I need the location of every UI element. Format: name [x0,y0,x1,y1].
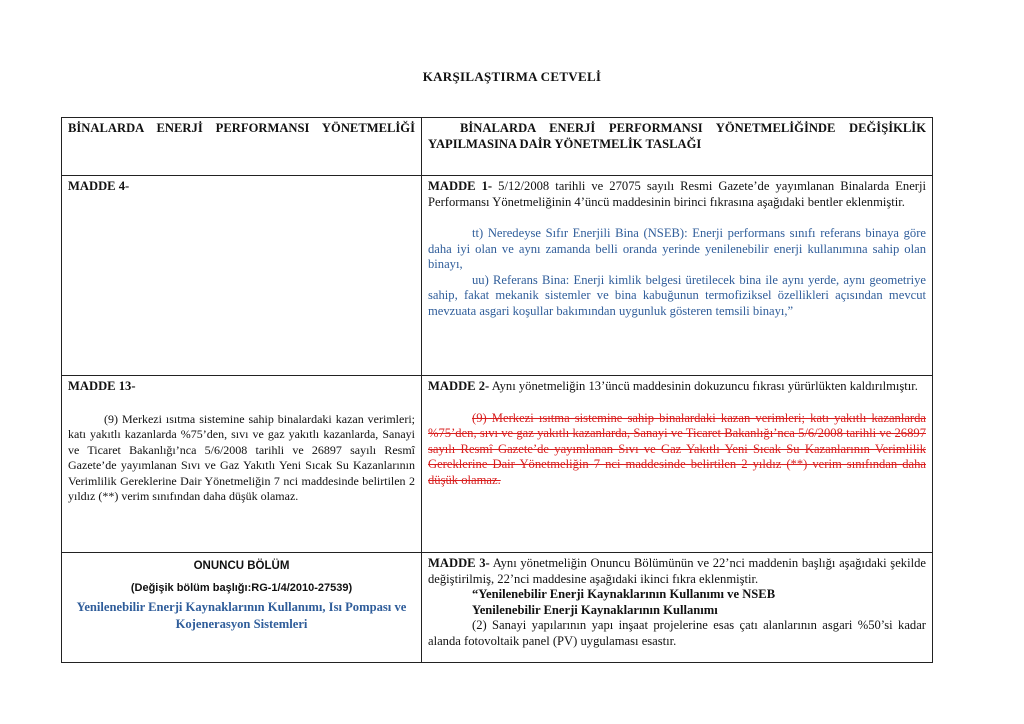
madde4-left-cell [62,176,422,376]
madde3-intro: Aynı yönetmeliğin Onuncu Bölümünün ve 22’nci maddenin başlığı aşağıdaki şekilde değiştirilmiş, 22’nci maddesine aşağıdaki ikinci fıkra eklenmiştir. [428,556,926,586]
section-name: Yenilenebilir Enerji Kaynaklarının Kullanımı, Isı Pompası ve Kojenerasyon Sistemleri [76,600,407,631]
table-row-madde4 [62,176,933,376]
madde13-right-cell [422,376,933,553]
comparison-table [61,117,933,663]
madde1-uu-definition: uu) Referans Bina: Enerji kimlik belgesi üretilecek bina ile aynı yerde, aynı geometriye sahip, fakat mekanik sistemler ve bina kabuğunun termofiziksel özellikleri açısından mevcut mevzuata asgari koşullar bakımından uygunluk gösteren temsili binayı,” [428,272,926,318]
header-left-cell [62,118,422,176]
header-right-text: BİNALARDA ENERJİ PERFORMANSI YÖNETMELİĞİNDE DEĞİŞİKLİK YAPILMASINA DAİR YÖNETMELİK TASLAĞI [428,121,926,151]
table-row-onuncu-bolum [62,553,933,663]
madde4-right-cell [422,176,933,376]
madde3-paragraph-2: (2) Sanayi yapılarının yapı inşaat projelerine esas çatı alanlarının asgari %50’si kadar alanda fotovoltaik panel (PV) uygulaması esastır. [428,618,926,648]
madde1-tt-definition: tt) Neredeyse Sıfır Enerjili Bina (NSEB): Enerji performans sınıfı referans binaya göre daha iyi olan ve aynı zamanda belli oranda yerinde yenilenebilir enerji kullanımına sahip olan binayı, [428,226,926,271]
madde1-label: MADDE 1- [428,179,493,193]
table-header-row [62,118,933,176]
madde13-left-text: (9) Merkezi ısıtma sistemine sahip binalardaki kazan verimleri; katı yakıtlı kazanlarda %75’den, sıvı ve gaz yakıtlı kazanlarda, Sanayi ve Ticaret Bakanlığı’nca 5/6/2008 tarihli ve 26897 sayılı Resmî Gazete’de yayımlanan Sıvı ve Gaz Yakıtlı Yeni Sıcak Su Kazanlarının Verimlilik Gereklerine Dair Yönetmeliğin 7 nci maddesinde belirtilen 2 yıldız (**) verim sınıfından daha düşük olamaz. [68,411,415,503]
table-row-madde13 [62,376,933,553]
madde13-left-label: MADDE 13- [68,379,136,393]
madde2-intro: Aynı yönetmeliğin 13’üncü maddesinin dokuzuncu fıkrası yürürlükten kaldırılmıştır. [491,379,918,393]
onuncu-right-cell [422,553,933,663]
madde3-new-section-heading: “Yenilenebilir Enerji Kaynaklarının Kullanımı ve NSEB [472,587,776,601]
document-title: KARŞILAŞTIRMA CETVELİ [422,69,602,84]
header-left-text: BİNALARDA ENERJİ PERFORMANSI YÖNETMELİĞİ [68,121,415,135]
madde13-left-cell [62,376,422,553]
header-right-cell [422,118,933,176]
section-amendment-note: (Değişik bölüm başlığı:RG-1/4/2010-27539) [130,581,353,594]
madde1-intro: 5/12/2008 tarihli ve 27075 sayılı Resmi Gazete’de yayımlanan Binalarda Enerji Performansı Yönetmeliğinin 4’üncü maddesinin birinci fıkrasına aşağıdaki bentler eklenmiştir. [428,179,926,209]
onuncu-left-cell [62,553,422,663]
madde2-repealed-text: (9) Merkezi ısıtma sistemine sahip binalardaki kazan verimleri; katı yakıtlı kazanlarda %75’den, sıvı ve gaz yakıtlı kazanlarda, Sanayi ve Ticaret Bakanlığı’nca 5/6/2008 tarihli ve 26897 sayılı Resmî Gazete’de yayımlanan Sıvı ve Gaz Yakıtlı Yeni Sıcak Su Kazanlarının Verimlilik Gereklerine Dair Yönetmeliğin 7 nci maddesinde belirtilen 2 yıldız (**) verim sınıfından daha düşük olamaz. [428,410,926,487]
madde4-left-label: MADDE 4- [68,179,130,193]
madde3-new-article-heading: Yenilenebilir Enerji Kaynaklarının Kullanımı [472,602,718,617]
section-title: ONUNCU BÖLÜM [193,560,290,572]
madde3-label: MADDE 3- [428,556,490,570]
madde2-label: MADDE 2- [428,379,490,393]
